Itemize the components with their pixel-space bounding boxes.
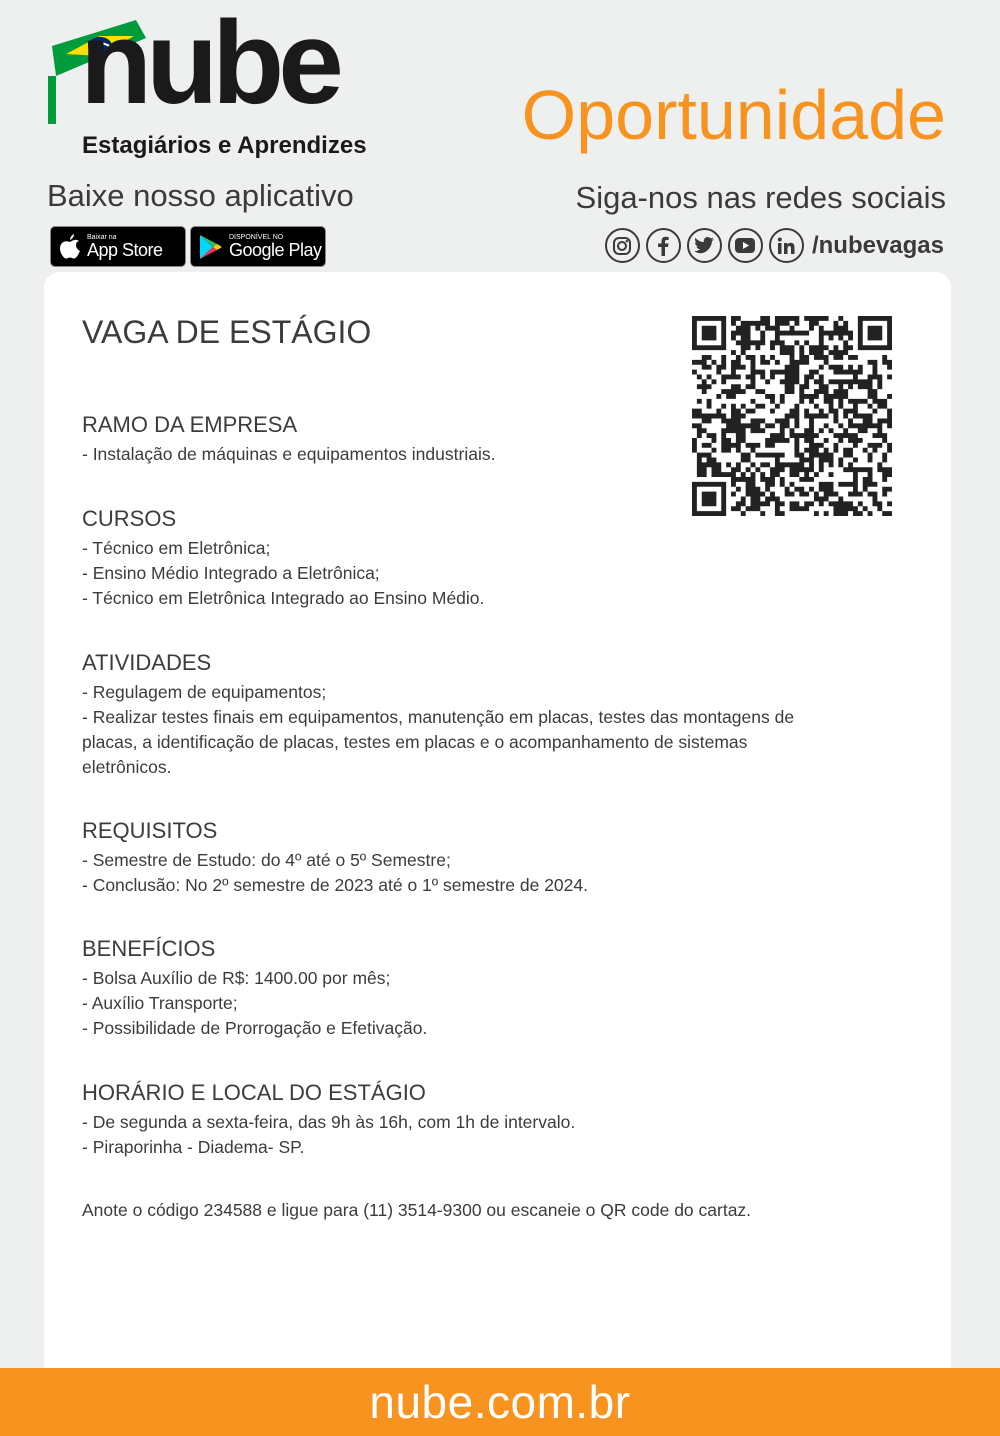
section-line: eletrônicos. xyxy=(82,757,172,777)
section-line: - Técnico em Eletrônica Integrado ao Ensino Médio. xyxy=(82,588,485,608)
section-title: RAMO DA EMPRESA xyxy=(82,412,298,437)
store-name: Google Play xyxy=(229,240,322,260)
store-name: App Store xyxy=(87,240,163,260)
section-line: - Possibilidade de Prorrogação e Efetivação. xyxy=(82,1018,428,1038)
section-title: REQUISITOS xyxy=(82,818,218,843)
section-line: placas, a identificação de placas, testes em placas e o acompanhamento de sistemas xyxy=(82,732,748,752)
section-line: - Auxílio Transporte; xyxy=(82,993,238,1013)
section-line: - Bolsa Auxílio de R$: 1400.00 por mês; xyxy=(82,968,391,988)
logo-wordmark: nube xyxy=(80,0,338,129)
section-beneficios xyxy=(82,936,902,1041)
section-line: - Regulagem de equipamentos; xyxy=(82,682,327,702)
social-links xyxy=(605,228,944,263)
job-title: VAGA DE ESTÁGIO xyxy=(82,314,372,350)
instagram-icon[interactable] xyxy=(605,228,640,263)
section-horario xyxy=(82,1080,902,1160)
section-line: - De segunda a sexta-feira, das 9h às 16h, com 1h de intervalo. xyxy=(82,1112,576,1132)
logo-subtitle: Estagiários e Aprendizes xyxy=(82,132,367,159)
section-title: HORÁRIO E LOCAL DO ESTÁGIO xyxy=(82,1080,426,1105)
section-line: - Conclusão: No 2º semestre de 2023 até o 1º semestre de 2024. xyxy=(82,875,588,895)
app-store-button[interactable] xyxy=(50,226,186,267)
section-atividades xyxy=(82,650,902,780)
section-line: - Ensino Médio Integrado a Eletrônica; xyxy=(82,563,380,583)
twitter-icon[interactable] xyxy=(687,228,722,263)
section-requisitos xyxy=(82,818,902,898)
social-handle: /nubevagas xyxy=(811,231,944,259)
headline: Oportunidade xyxy=(521,76,946,154)
social-label: Siga-nos nas redes sociais xyxy=(575,180,946,215)
youtube-icon[interactable] xyxy=(728,228,763,263)
facebook-icon[interactable] xyxy=(646,228,681,263)
section-line: - Realizar testes finais em equipamentos, manutenção em placas, testes das montagens de xyxy=(82,707,795,727)
store-badges xyxy=(50,226,326,267)
apple-icon xyxy=(59,234,81,260)
footer-bar xyxy=(0,1368,1000,1436)
store-small-text: Baixar na xyxy=(87,234,117,241)
linkedin-icon[interactable] xyxy=(769,228,804,263)
job-card xyxy=(44,272,951,1372)
contact-note: Anote o código 234588 e ligue para (11) 3514-9300 ou escaneie o QR code do cartaz. xyxy=(82,1200,752,1220)
store-small-text: DISPONÍVEL NO xyxy=(229,234,284,241)
section-line: - Instalação de máquinas e equipamentos industriais. xyxy=(82,444,496,464)
section-title: BENEFÍCIOS xyxy=(82,936,216,961)
section-title: ATIVIDADES xyxy=(82,650,212,675)
app-download-label: Baixe nosso aplicativo xyxy=(47,178,354,213)
nube-logo xyxy=(44,0,374,168)
section-ramo xyxy=(82,412,902,467)
section-title: CURSOS xyxy=(82,506,177,531)
website-link[interactable]: nube.com.br xyxy=(369,1376,631,1428)
google-play-icon xyxy=(199,234,223,260)
section-line: - Piraporinha - Diadema- SP. xyxy=(82,1137,305,1157)
google-play-button[interactable] xyxy=(190,226,326,267)
section-cursos xyxy=(82,506,902,611)
section-line: - Semestre de Estudo: do 4º até o 5º Semestre; xyxy=(82,850,451,870)
section-line: - Técnico em Eletrônica; xyxy=(82,538,271,558)
